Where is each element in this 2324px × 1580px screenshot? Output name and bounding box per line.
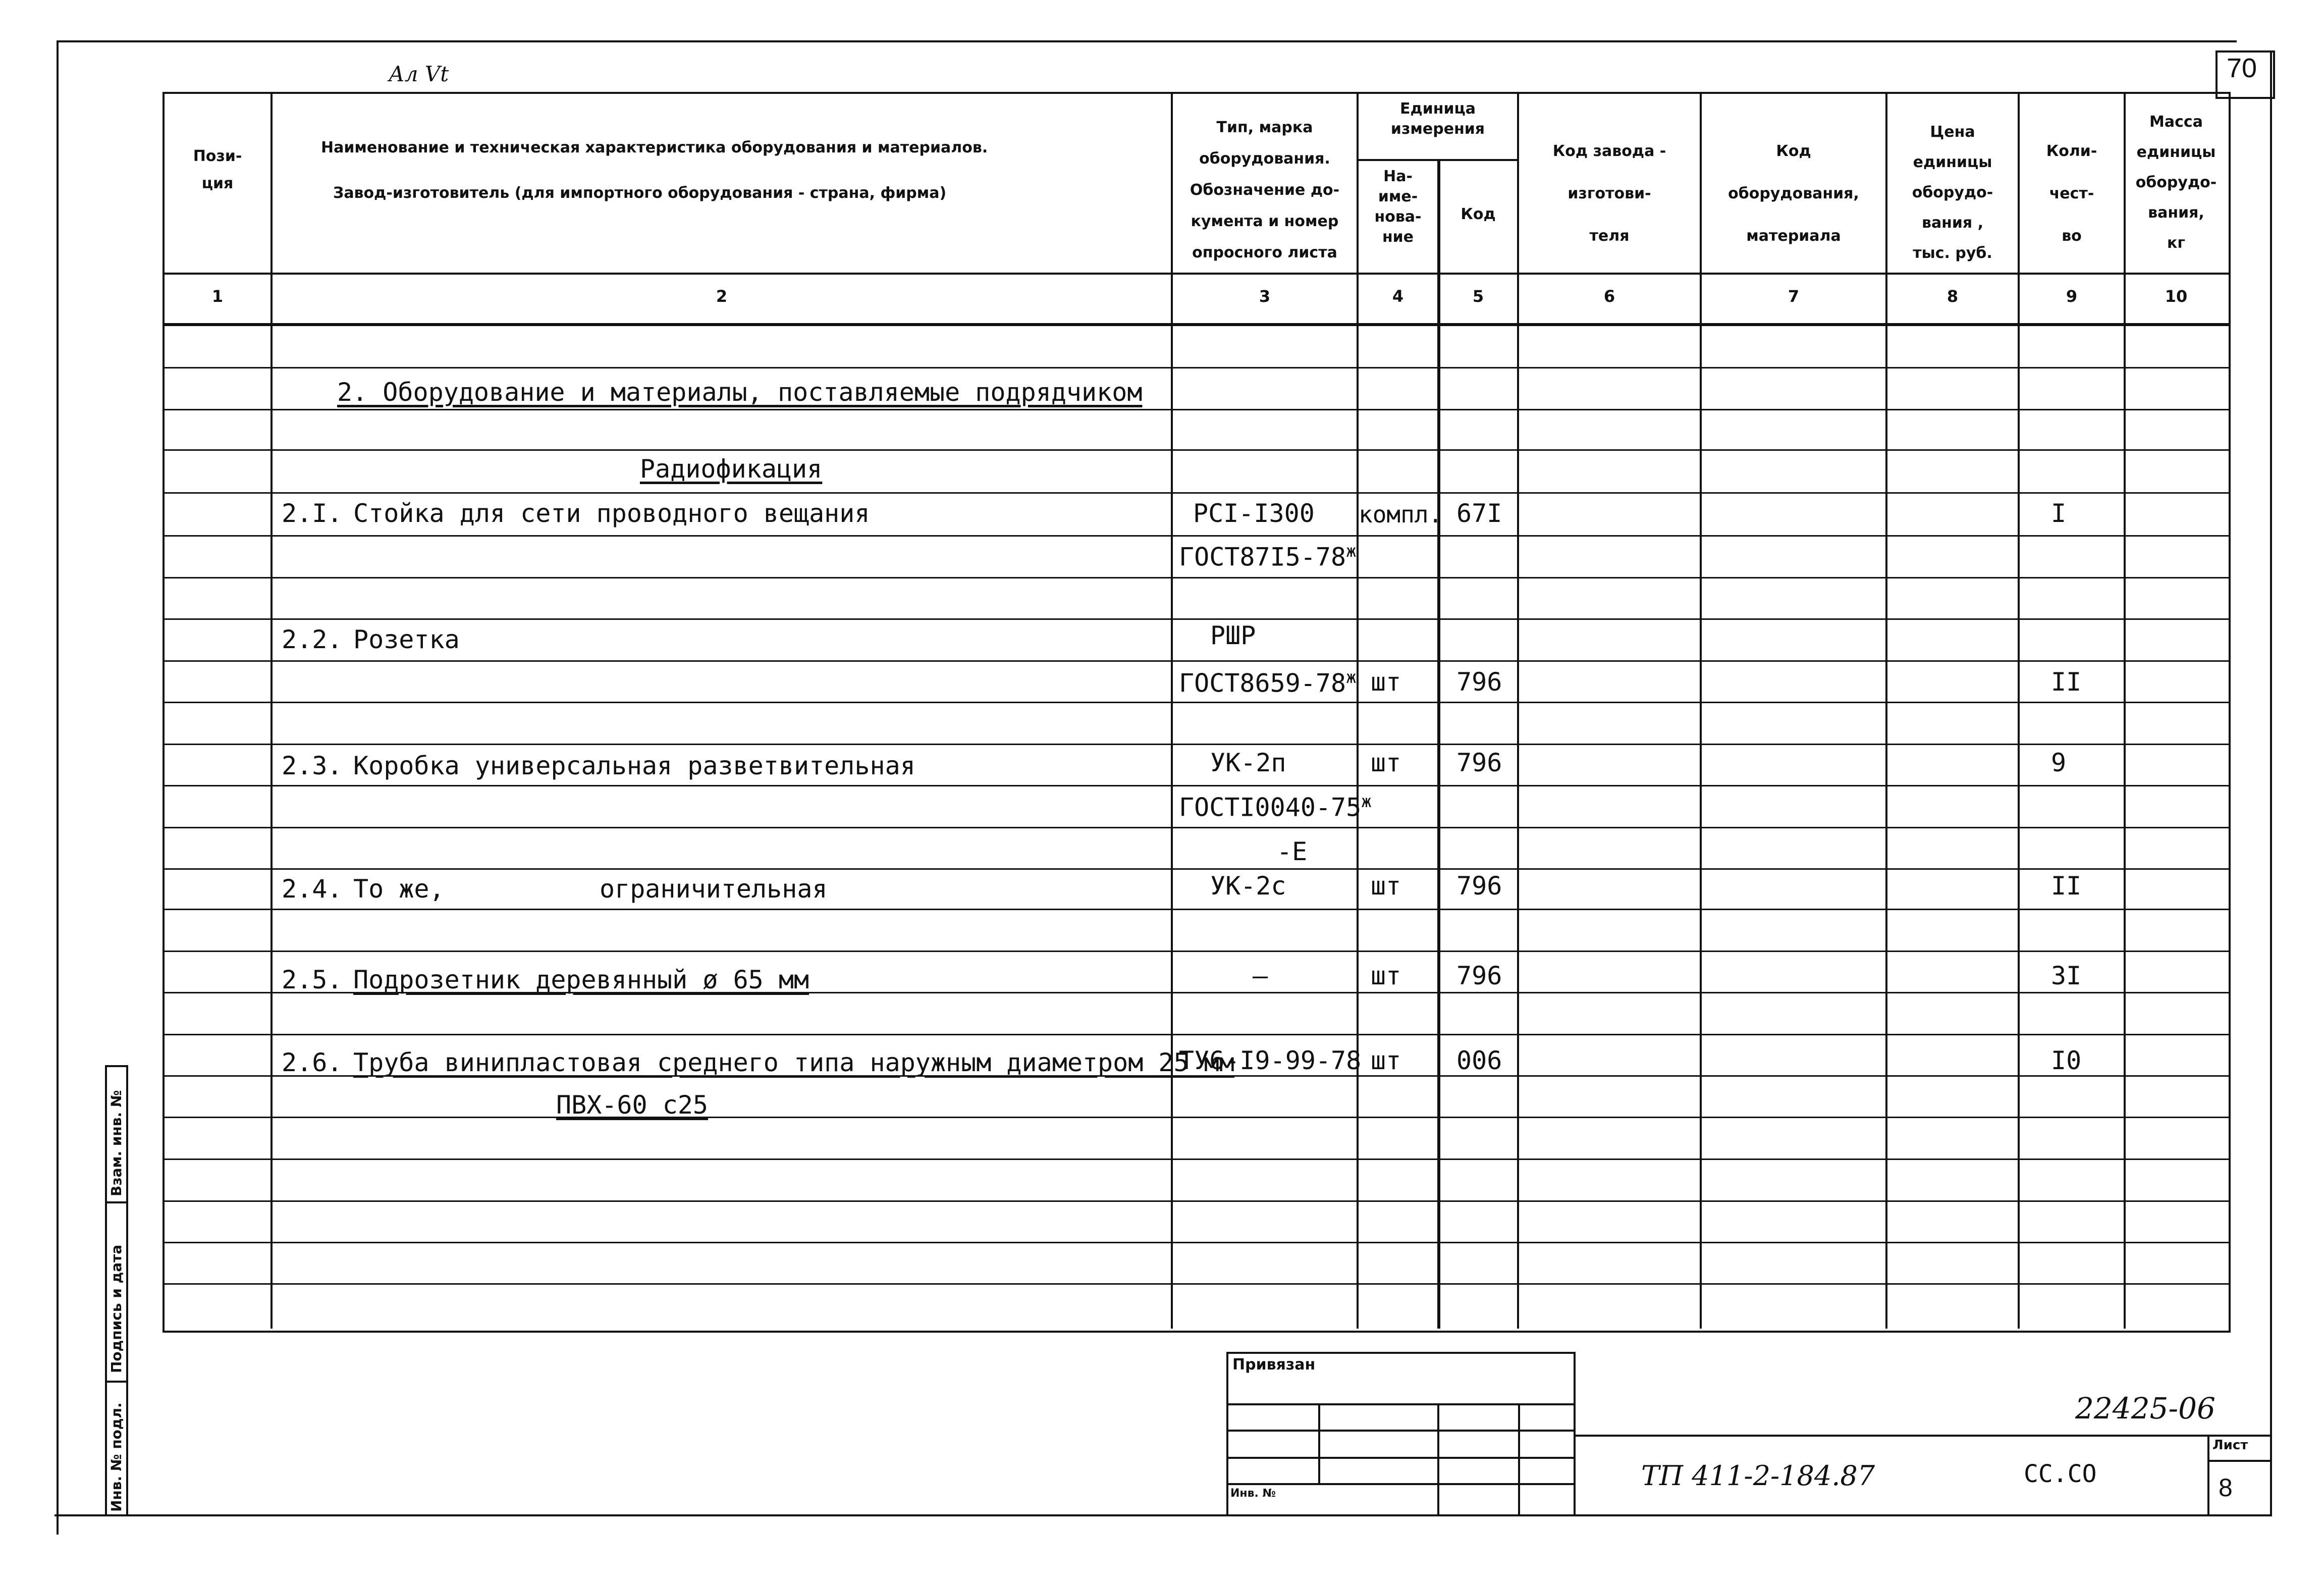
row-line <box>163 1242 2229 1243</box>
row-line <box>163 618 2229 620</box>
item-qty: I <box>2051 499 2067 528</box>
item-pos: 2.5. <box>282 965 343 994</box>
col-number: 6 <box>1603 287 1615 306</box>
top-mark: Ал Vt <box>389 62 449 86</box>
item-doc: $ГОСТ8659-78^ж$ <box>1179 667 1357 698</box>
col-line <box>1700 92 1702 1329</box>
header-bottom-line <box>163 273 2229 275</box>
row-line <box>163 1200 2229 1202</box>
side-strip-line <box>126 1065 128 1514</box>
stamp-line <box>1226 1483 1575 1485</box>
side-label-inv: Инв. № подл. <box>108 1402 125 1512</box>
col-number: 1 <box>211 287 224 306</box>
main-table <box>163 92 2231 1333</box>
item-qty: 9 <box>2051 748 2067 777</box>
item-name: Стойка для сети проводного вещания <box>353 499 870 528</box>
row-line <box>163 535 2229 537</box>
item-name: Розетка <box>353 625 460 654</box>
row-line <box>163 449 2229 451</box>
col-line <box>1357 92 1359 1329</box>
header-name-line1: Наименование и техническая характеристика оборудования и материалов. <box>321 139 988 156</box>
col-line <box>1171 92 1173 1329</box>
stamp-line <box>1574 1352 1576 1514</box>
row-line <box>163 827 2229 828</box>
item-type: РШР <box>1210 621 1256 650</box>
row-line <box>163 909 2229 910</box>
header-qty: Коли- чест- во <box>2046 142 2097 245</box>
header-name-line2: Завод-изготовитель (для импортного оборудования - страна, фирма) <box>333 184 947 202</box>
list-number: 8 <box>2219 1473 2233 1502</box>
item-unit: шт <box>1371 1046 1401 1075</box>
side-strip-line <box>105 1065 128 1067</box>
item-doc: $ГОСТI0040-75^ж$ <box>1179 792 1372 822</box>
left-border <box>57 40 59 1535</box>
privyazan-box <box>1226 1352 1576 1516</box>
item-unit: шт <box>1371 961 1401 990</box>
privyazan-label: Привязан <box>1232 1356 1316 1374</box>
header-price: Цена единицы оборудо- вания , тыс. руб. <box>1912 123 1993 262</box>
item-unit: компл. <box>1359 501 1443 528</box>
number-row-line <box>163 323 2229 326</box>
sheet-number: 70 <box>2227 53 2257 83</box>
row-line <box>163 1283 2229 1285</box>
section-title: 2. Оборудование и материалы, поставляемые подрядчиком <box>337 378 1143 407</box>
col-number: 5 <box>1472 287 1484 306</box>
header-pos: Пози- ция <box>193 147 242 192</box>
title-block-line <box>1574 1435 2270 1437</box>
row-line <box>163 1158 2229 1160</box>
col-number: 9 <box>2066 287 2078 306</box>
item-doc: $ГОСТ87I5-78^ж$ <box>1179 541 1357 572</box>
item-pos: 2.4. <box>282 874 343 904</box>
row-line <box>163 702 2229 703</box>
col-number: 2 <box>716 287 728 306</box>
col-number: 10 <box>2165 287 2188 306</box>
col-number: 7 <box>1788 287 1800 306</box>
stamp-line <box>1518 1403 1520 1514</box>
col-number: 3 <box>1259 287 1271 306</box>
item-name: Труба винипластовая среднего типа наружным диаметром 25 мм <box>353 1048 1234 1077</box>
item-type: УК-2с <box>1210 871 1286 901</box>
row-line <box>163 492 2229 494</box>
col-number: 8 <box>1947 287 1959 306</box>
item-qty: II <box>2051 667 2082 697</box>
header-mass: Масса единицы оборудо- вания, кг <box>2135 113 2217 252</box>
side-strip-line <box>105 1201 128 1203</box>
header-factory: Код завода - изготови- теля <box>1552 142 1666 245</box>
row-line <box>163 660 2229 662</box>
item-pos: 2.2. <box>282 625 343 654</box>
section-code: СС.СО <box>2024 1460 2097 1488</box>
item-code: 796 <box>1456 748 1502 777</box>
list-label: Лист <box>2212 1438 2248 1453</box>
title-block-line <box>2207 1460 2270 1462</box>
item-pos: 2.I. <box>282 499 343 528</box>
stamp-line <box>1318 1403 1320 1483</box>
col-line <box>1517 92 1519 1329</box>
stamp-line <box>1437 1403 1439 1514</box>
inv-label: Инв. № <box>1230 1487 1276 1500</box>
item-unit: шт <box>1371 667 1401 697</box>
doc-code: ТП 411-2-184.87 <box>1641 1460 1875 1492</box>
item-code: 796 <box>1456 871 1502 901</box>
item-pos: 2.6. <box>282 1048 343 1077</box>
item-name-extra: ограничительная <box>600 874 828 904</box>
item-code: 006 <box>1456 1046 1502 1075</box>
col-line <box>2124 92 2126 1329</box>
item-name: То же, <box>353 874 445 904</box>
row-line <box>163 1117 2229 1118</box>
item-qty: 3I <box>2051 961 2082 990</box>
col-line <box>2018 92 2020 1329</box>
side-strip-line <box>105 1381 128 1383</box>
header-unit-name: На- име- нова- ние <box>1374 168 1422 246</box>
row-line <box>163 868 2229 870</box>
col-line <box>1885 92 1887 1329</box>
row-line <box>163 409 2229 410</box>
row-line <box>163 951 2229 952</box>
side-label-sign: Подпись и дата <box>108 1244 125 1373</box>
header-type: Тип, марка оборудования. Обозначение до- кумента и номер опросного листа <box>1190 119 1340 261</box>
top-border <box>57 40 2237 42</box>
col-line <box>271 92 273 1329</box>
item-code: 67I <box>1456 499 1502 528</box>
item-doc-suffix: -Е <box>1277 837 1308 866</box>
header-sub-line <box>1357 159 1517 161</box>
item-name: Подрозетник деревянный ø 65 мм <box>353 965 809 994</box>
subsection-title: Радиофикация <box>640 454 823 484</box>
header-unit-code: Код <box>1461 205 1496 223</box>
row-line <box>163 1034 2229 1035</box>
side-strip-line <box>105 1065 107 1514</box>
item-qty: II <box>2051 871 2082 901</box>
row-line <box>163 577 2229 578</box>
item-type: – <box>1253 961 1268 990</box>
header-unit: Единица измерения <box>1390 100 1485 138</box>
item-pos: 2.3. <box>282 751 343 780</box>
item-type: УК-2п <box>1210 748 1286 777</box>
stamp-line <box>1226 1430 1575 1432</box>
col-number: 4 <box>1392 287 1404 306</box>
item-code: 796 <box>1456 961 1502 990</box>
stamp-line <box>1226 1403 1575 1405</box>
item-unit: шт <box>1371 871 1401 901</box>
item-name-cont: ПВХ-60 с25 <box>556 1090 709 1120</box>
item-qty: I0 <box>2051 1046 2082 1075</box>
header-equip-code: Код оборудования, материала <box>1728 142 1859 245</box>
stamp-line <box>1226 1457 1575 1459</box>
handwritten-number: 22425-06 <box>2075 1391 2215 1426</box>
item-code: 796 <box>1456 667 1502 697</box>
item-name: Коробка универсальная разветвительная <box>353 751 915 780</box>
side-label-vzam: Взам. инв. № <box>108 1090 125 1196</box>
row-line <box>163 367 2229 368</box>
row-line <box>163 785 2229 786</box>
item-unit: шт <box>1371 748 1401 777</box>
item-type: PCI-I300 <box>1193 499 1315 528</box>
item-type: ТУ6-I9-99-78 <box>1179 1046 1362 1075</box>
row-line <box>163 744 2229 745</box>
